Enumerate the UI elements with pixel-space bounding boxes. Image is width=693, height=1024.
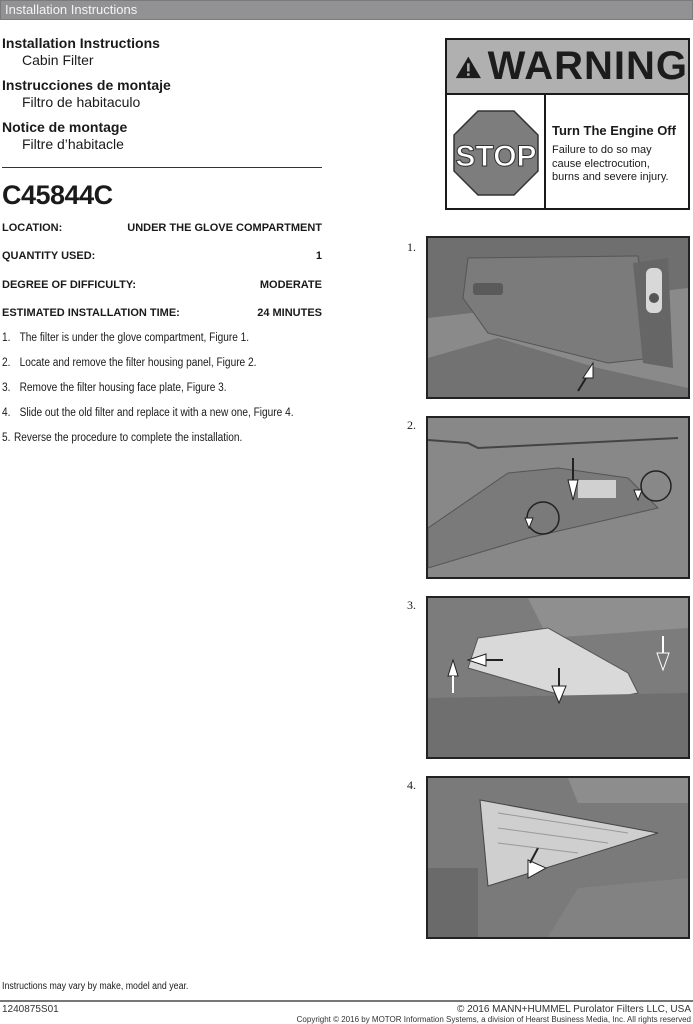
figure-label: 4. (407, 778, 416, 792)
spec-row (2, 222, 322, 234)
step-item (2, 332, 301, 357)
subtitle-es: Filtro de habitaculo (22, 94, 141, 110)
figure-4-photo (426, 776, 690, 939)
document-id: 1240875S01 (2, 1004, 59, 1015)
step-list (2, 332, 301, 457)
warning-line: burns and severe injury. (552, 171, 669, 183)
filter-housing-panel-image (428, 418, 688, 577)
stop-sign-panel (447, 95, 546, 210)
subtitle-en: Cabin Filter (22, 52, 94, 68)
warning-box (445, 38, 690, 210)
figure-3-photo (426, 596, 690, 759)
title-en: Installation Instructions (2, 35, 160, 51)
step-item (2, 432, 301, 457)
spec-label: LOCATION: (2, 222, 63, 234)
title-es: Instrucciones de montaje (2, 77, 171, 93)
filter-replacement-image (428, 778, 688, 937)
stop-sign-icon (453, 110, 539, 196)
step-number: 4. (2, 407, 11, 419)
step-number: 2. (2, 357, 11, 369)
step-text: Locate and remove the filter housing panel, Figure 2. (19, 357, 257, 369)
disclaimer-note: Instructions may vary by make, model and year. (2, 981, 189, 992)
warning-line: Failure to do so may (552, 144, 652, 156)
warning-header (447, 40, 688, 95)
footer-divider (0, 1000, 693, 1002)
title-block (2, 35, 332, 161)
step-text: Reverse the procedure to complete the installation. (13, 432, 243, 444)
step-item (2, 407, 301, 432)
stop-sign-text: STOP (454, 139, 537, 173)
header-bar (0, 0, 693, 20)
glove-compartment-image (428, 238, 688, 397)
warning-triangle-icon (455, 51, 482, 83)
step-text: The filter is under the glove compartment, Figure 1. (19, 332, 250, 344)
step-number: 5. (2, 432, 11, 444)
step-number: 3. (2, 382, 11, 394)
spec-label: QUANTITY USED: (2, 250, 96, 262)
step-number: 1. (2, 332, 11, 344)
figure-label: 3. (407, 598, 416, 612)
spec-label: DEGREE OF DIFFICULTY: (2, 279, 137, 291)
warning-line: cause electrocution, (552, 157, 650, 170)
spec-label: ESTIMATED INSTALLATION TIME: (2, 307, 180, 319)
step-item (2, 382, 301, 407)
spec-value: 24 MINUTES (257, 307, 322, 319)
spec-value: MODERATE (259, 279, 322, 291)
warning-heading: Turn The Engine Off (552, 123, 676, 138)
step-item (2, 357, 301, 382)
step-text: Slide out the old filter and replace it with a new one, Figure 4. (19, 407, 294, 419)
housing-face-plate-image (428, 598, 688, 757)
title-fr: Notice de montage (2, 119, 128, 135)
step-text: Remove the filter housing face plate, Figure 3. (19, 382, 227, 394)
part-number: C45844C (2, 180, 113, 210)
spec-row (2, 279, 322, 291)
spec-value: UNDER THE GLOVE COMPARTMENT (127, 222, 322, 234)
subtitle-fr: Filtre d’habitacle (22, 136, 124, 152)
figure-1-photo (426, 236, 690, 399)
divider (2, 167, 322, 168)
spec-value: 1 (315, 250, 322, 262)
copyright-secondary: Copyright © 2016 by MOTOR Information Systems, a division of Hearst Business Media, Inc. All rights reserved (296, 1015, 691, 1024)
spec-row (2, 250, 322, 262)
figure-label: 1. (407, 240, 416, 254)
copyright-main: © 2016 MANN+HUMMEL Purolator Filters LLC, USA (456, 1004, 691, 1015)
header-title: Installation Instructions (5, 2, 138, 17)
figure-2-photo (426, 416, 690, 579)
figure-label: 2. (407, 418, 416, 432)
warning-title: WARNING (487, 44, 688, 88)
spec-row (2, 307, 322, 319)
